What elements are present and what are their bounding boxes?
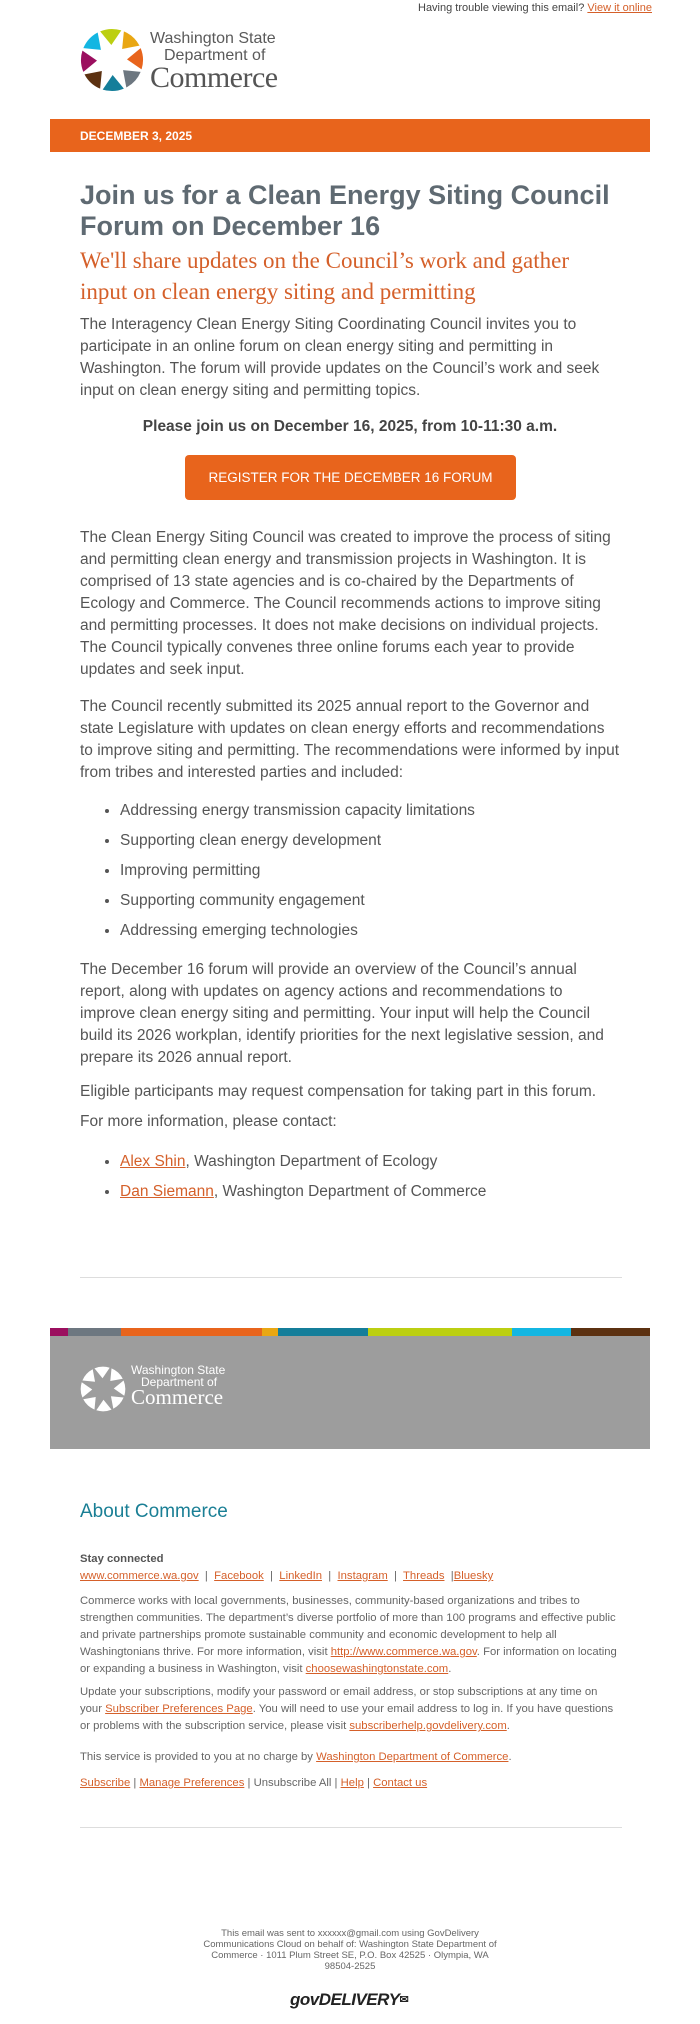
logo-petal <box>103 75 124 91</box>
logo-petal <box>85 71 102 89</box>
text: . <box>448 1663 452 1675</box>
forum-overview-paragraph: The December 16 forum will provide an overview of the Council’s annual report, along with updates on agency actions and recommendations to improve clean energy siting and permitting. Your input will help the Council build its 2026 workplan, identify priorities for the next legislative session, and prepare its 2026 annual report. <box>80 961 604 1066</box>
wa-commerce-link[interactable]: Washington Department of Commerce <box>316 1751 509 1763</box>
subscriber-preferences-link[interactable]: Subscriber Preferences Page <box>105 1703 253 1715</box>
list-item: • Improving permitting <box>120 856 620 886</box>
email-header <box>0 0 700 119</box>
threads-link[interactable]: Threads <box>403 1570 445 1582</box>
stay-connected <box>80 1551 620 1585</box>
logo-petal <box>123 70 141 87</box>
contact-link-alex-shin[interactable]: Alex Shin <box>120 1153 186 1170</box>
logo-text <box>150 30 278 92</box>
logo-petal <box>122 31 139 49</box>
social-links: www.commerce.wa.gov | Facebook | LinkedIn | Instagram | Threads |Bluesky <box>80 1570 494 1582</box>
envelope-icon: ✉ <box>399 1994 409 2006</box>
date-text: DECEMBER 3, 2025 <box>80 129 193 143</box>
list-item: • Addressing energy transmission capacity limitations <box>120 796 620 826</box>
commerce-star-icon <box>80 28 144 92</box>
page-title: Join us for a Clean Energy Siting Council Forum on December 16 <box>80 180 610 241</box>
subscribe-link[interactable]: Subscribe <box>80 1777 131 1789</box>
contact-us-link[interactable]: Contact us <box>373 1777 428 1789</box>
list-item: • Addressing emerging technologies <box>120 916 620 946</box>
subtitle: We'll share updates on the Council’s work and gather input on clean energy siting and permitting <box>80 248 569 304</box>
subscriberhelp-link[interactable]: subscriberhelp.govdelivery.com <box>349 1720 507 1732</box>
about-heading: About Commerce <box>80 1501 228 1522</box>
contact-item <box>120 1177 620 1207</box>
text: Commerce works with local governments, businesses, community-based organizations and tribes to strengthen communities. The department’s diverse portfolio of more than 100 programs and effective public and private partnerships promote sustainable community and economic development to help all Washingtonians thrive. For more information, visit <box>80 1595 616 1658</box>
govdelivery-logo[interactable] <box>290 1990 700 2010</box>
logo-petal <box>81 51 97 72</box>
commerce-url-link[interactable]: http://www.commerce.wa.gov <box>330 1646 477 1658</box>
date-banner <box>50 119 650 152</box>
divider <box>80 1277 622 1278</box>
subscription-paragraph <box>80 1684 620 1735</box>
list-item: • Supporting community engagement <box>120 886 620 916</box>
footer-logo-panel <box>50 1336 650 1449</box>
text: . For information on locating or expanding a business in Washington, visit <box>80 1646 617 1675</box>
intro-paragraph: The Interagency Clean Energy Siting Coordinating Council invites you to participate in an online forum on clean energy siting and permitting in Washington. The forum will provide updates on the Council’s work and seek input on clean energy siting and permitting topics. <box>80 316 600 399</box>
commerce-logo[interactable] <box>80 26 310 96</box>
footer-links: Subscribe | Manage Preferences | Unsubscribe All | Help | Contact us <box>80 1777 428 1789</box>
contact-intro: For more information, please contact: <box>80 1113 337 1130</box>
linkedin-link[interactable]: LinkedIn <box>279 1570 322 1582</box>
sent-to-notice: This email was sent to xxxxxx@gmail.com using GovDelivery Communications Cloud on behalf of: Washington State Department of Commerce · 1011 Plum Street SE, P.O. Box 42525 · Olympia, WA 98504-2525 <box>203 1928 497 1972</box>
trouble-viewing-notice <box>418 2 652 14</box>
color-stripe <box>50 1328 650 1336</box>
view-online-link[interactable]: View it online <box>587 2 652 14</box>
contacts-list <box>80 1147 620 1207</box>
register-button[interactable]: REGISTER FOR THE DECEMBER 16 FORUM <box>185 455 516 500</box>
commerce-star-white-icon <box>80 1366 126 1412</box>
footer-logo-text <box>131 1364 225 1407</box>
logo-petal <box>82 1369 95 1381</box>
logo-petal <box>94 1367 109 1379</box>
text: Update your subscriptions, modify your password or email address, or stop subscriptions at any time on your <box>80 1686 598 1715</box>
choosewashington-link[interactable]: choosewashingtonstate.com <box>305 1663 449 1675</box>
service-note <box>80 1749 620 1766</box>
logo-line2: Department of <box>164 47 266 64</box>
text: . <box>508 1751 512 1763</box>
event-date-line: Please join us on December 16, 2025, from 10-11:30 a.m. <box>142 418 558 435</box>
recommendations-list <box>80 796 620 946</box>
logo-petal <box>111 1396 124 1408</box>
logo-petal <box>114 1380 126 1395</box>
logo-petal <box>83 33 101 50</box>
text: . You will need to use your email address to log in. If you have questions or problems with the subscription service, please visit <box>80 1703 614 1732</box>
logo-line1: Washington State <box>131 1363 226 1377</box>
text: This service is provided to you at no charge by <box>80 1751 317 1763</box>
govdelivery-text: govDELIVERY <box>290 1990 400 2009</box>
contact-link-dan-siemann[interactable]: Dan Siemann <box>120 1183 214 1200</box>
instagram-link[interactable]: Instagram <box>337 1570 388 1582</box>
contact-item <box>120 1147 620 1177</box>
compensation-note: Eligible participants may request compensation for taking part in this forum. <box>80 1083 597 1100</box>
list-item: • Supporting clean energy development <box>120 826 620 856</box>
logo-petal <box>100 29 121 45</box>
about-paragraph <box>80 1593 620 1678</box>
manage-preferences-link[interactable]: Manage Preferences <box>139 1777 245 1789</box>
facebook-link[interactable]: Facebook <box>214 1570 264 1582</box>
text: . <box>506 1720 510 1732</box>
logo-line2: Department of <box>141 1375 218 1389</box>
logo-petal <box>127 48 143 69</box>
contact-org: , Washington Department of Ecology <box>185 1153 438 1170</box>
help-link[interactable]: Help <box>340 1777 364 1789</box>
logo-petal <box>96 1400 111 1412</box>
divider <box>80 1827 622 1828</box>
website-link[interactable]: www.commerce.wa.gov <box>80 1570 199 1582</box>
council-description: The Clean Energy Siting Council was created to improve the process of siting and permitting clean energy and transmission projects in Washington. It is comprised of 13 state agencies and is co-chaired by the Departments of Ecology and Commerce. The Council recommends actions to improve siting and permitting processes. It does not make decisions on individual projects. The Council typically convenes three online forums each year to provide updates and seek input. <box>80 529 611 678</box>
unsubscribe-all[interactable]: Unsubscribe All <box>253 1777 332 1789</box>
logo-petal <box>81 1382 93 1397</box>
contact-org: , Washington Department of Commerce <box>213 1183 487 1200</box>
bluesky-link[interactable]: Bluesky <box>453 1570 494 1582</box>
logo-petal <box>83 1397 95 1410</box>
trouble-text: Having trouble viewing this email? <box>418 2 585 14</box>
logo-petal <box>110 1368 122 1381</box>
logo-line1: Washington State <box>150 30 276 47</box>
logo-line3: Commerce <box>131 1385 224 1409</box>
annual-report-paragraph: The Council recently submitted its 2025 annual report to the Governor and state Legislature with updates on clean energy efforts and recommendations to improve siting and permitting. The recommendations were informed by input from tribes and interested parties and included: <box>80 698 620 781</box>
logo-line3: Commerce <box>150 61 278 94</box>
stay-connected-label: Stay connected <box>80 1553 164 1565</box>
